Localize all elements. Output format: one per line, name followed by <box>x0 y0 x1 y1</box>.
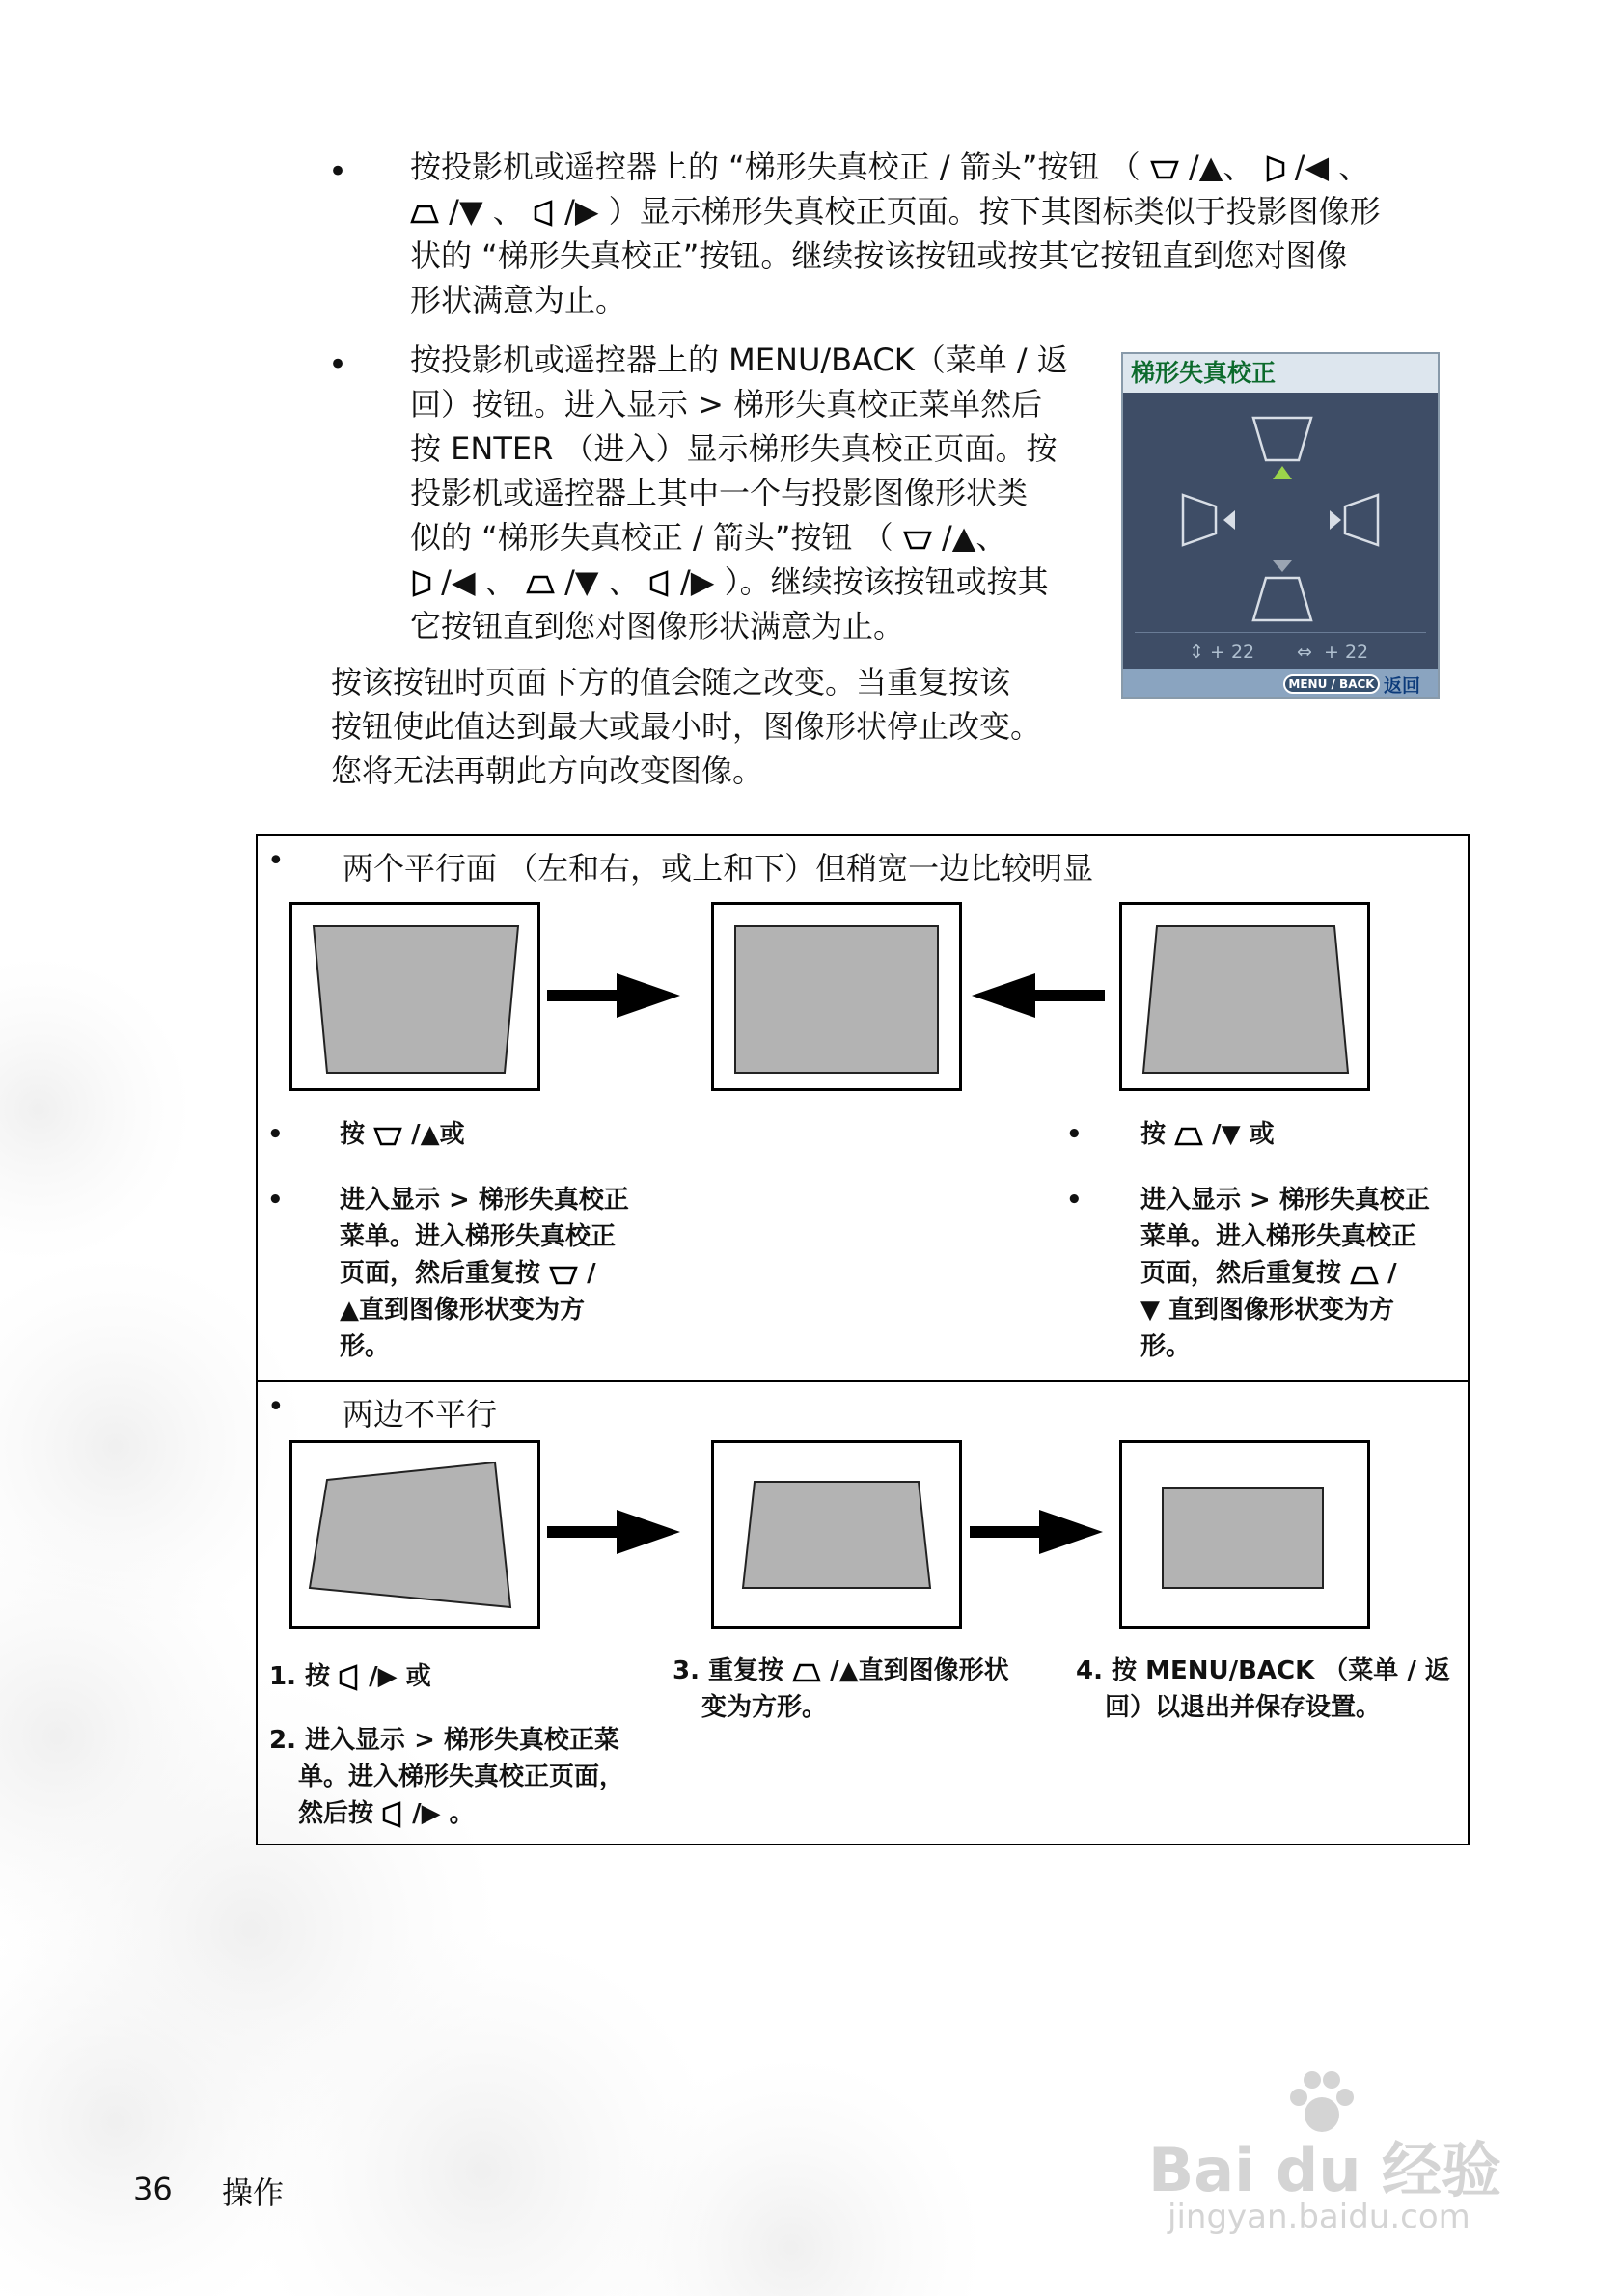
page-number: 36 <box>133 2171 173 2207</box>
box-1-right-press: 按 /▼ 或 <box>1140 1120 1275 1149</box>
footer-section: 操作 <box>222 2174 285 2211</box>
shape-final-square-frame <box>1119 1440 1370 1629</box>
keystone-right-icon <box>382 1801 403 1828</box>
keystone-right-icon <box>534 200 555 227</box>
osd-up-arrow-icon <box>1273 466 1292 479</box>
arrow-right-icon <box>970 1508 1105 1556</box>
osd-horizontal-value: + 22 <box>1324 642 1369 663</box>
shape-irregular-frame <box>289 1440 540 1629</box>
keystone-left-icon <box>410 570 431 597</box>
osd-vertical-icon: ⇕ <box>1189 642 1204 663</box>
bullet-dot: • <box>267 844 285 878</box>
shape-square-frame <box>711 902 962 1091</box>
osd-back-label: 返回 <box>1384 675 1421 697</box>
keystone-top-icon <box>903 529 932 550</box>
bullet-dot: • <box>328 345 348 384</box>
box-1-heading: 两个平行面 （左和右，或上和下）但稍宽一边比较明显 <box>343 850 1094 887</box>
osd-horizontal-icon: ⇔ <box>1297 642 1312 663</box>
osd-right-arrow-icon <box>1330 510 1341 530</box>
osd-menu-back-button[interactable]: MENU / BACK <box>1283 674 1380 694</box>
intro-bullet-1: 按投影机或遥控器上的 “梯形失真校正 / 箭头”按钮 （ /▲、 /◀ 、 /▼ 、 /▶ ）显示梯形失真校正页面。按下其图标类似于投影图像形 状的 “梯形失真校正”按钮。继续按该按钮或按其它按钮直到您对图像 形状满意为止。 <box>410 149 1381 318</box>
osd-keystone-diagram <box>1123 393 1438 634</box>
osd-down-arrow-icon <box>1273 560 1292 572</box>
step-4: 4. 按 MENU/BACK （菜单 / 返 回）以退出并保存设置。 <box>1076 1656 1450 1722</box>
shape-wide-bottom-frame <box>1119 902 1370 1091</box>
bullet-dot: • <box>1066 1186 1083 1215</box>
shape-trapezoid-frame <box>711 1440 962 1629</box>
keystone-bottom-icon <box>1174 1125 1203 1146</box>
arrow-right-icon <box>547 971 682 1020</box>
osd-bottom-shape <box>1253 578 1311 620</box>
box-2 <box>256 1380 1470 1845</box>
keystone-bottom-icon <box>792 1661 821 1682</box>
bullet-dot: • <box>267 1120 284 1149</box>
keystone-bottom-icon <box>410 203 439 224</box>
watermark-brand: Bai du 经验 <box>1148 2135 1502 2205</box>
keystone-top-icon <box>373 1125 402 1146</box>
osd-vertical-value: + 22 <box>1210 642 1255 663</box>
bullet-dot: • <box>267 1186 284 1215</box>
bullet-dot: • <box>1066 1120 1083 1149</box>
keystone-bottom-icon <box>526 573 555 594</box>
shape-wide-top-frame <box>289 902 540 1091</box>
keystone-left-icon <box>1264 155 1285 182</box>
bullet-dot: • <box>267 1390 285 1424</box>
osd-bottom-bar <box>1123 669 1438 697</box>
step-1: 1. 按 /▶ 或 <box>269 1662 431 1691</box>
box-1 <box>256 834 1470 1382</box>
keystone-osd-panel <box>1121 352 1440 699</box>
intro-1-line-a: 按投影机或遥控器上的 “梯形失真校正 / 箭头”按钮 （ <box>410 149 1140 185</box>
keystone-right-icon <box>339 1664 360 1691</box>
keystone-bottom-icon <box>1350 1264 1379 1285</box>
intro-bullet-2: 按投影机或遥控器上的 MENU/BACK（菜单 / 返 回）按钮。进入显示 > 梯形失真校正菜单然后 按 ENTER （进入）显示梯形失真校正页面。按 投影机或遥控器上其中一个与投影图像形状类 似的 “梯形失真校正 / 箭头”按钮 （ /▲、 /◀ 、 /▼ 、 /▶ ）。继续按该按钮或按其 它按钮直到您对图像形状满意为止。 <box>410 342 1068 644</box>
keystone-top-icon <box>1150 158 1179 179</box>
arrow-left-icon <box>970 971 1105 1020</box>
osd-left-arrow-icon <box>1223 510 1235 530</box>
keystone-right-icon <box>649 570 671 597</box>
osd-title: 梯形失真校正 <box>1123 354 1438 393</box>
osd-right-shape <box>1345 495 1378 545</box>
box-2-heading: 两边不平行 <box>343 1396 498 1433</box>
bullet-dot: • <box>328 152 348 191</box>
osd-left-shape <box>1183 495 1216 545</box>
keystone-top-icon <box>549 1264 578 1285</box>
baidu-watermark <box>1148 2064 1553 2238</box>
intro-note: 按该按钮时页面下方的值会随之改变。当重复按该 按钮使此值达到最大或最小时，图像形状停止改变。 您将无法再朝此方向改变图像。 <box>331 664 1042 789</box>
box-1-left-press: 按 /▲或 <box>340 1120 465 1149</box>
watermark-url: jingyan.baidu.com <box>1168 2198 1470 2236</box>
box-1-left-menu: 进入显示 > 梯形失真校正 菜单。进入梯形失真校正 页面，然后重复按 / ▲直到图像形状变为方 形。 <box>340 1186 629 1361</box>
step-2: 2. 进入显示 > 梯形失真校正菜 单。进入梯形失真校正页面， 然后按 /▶ 。 <box>269 1726 625 1828</box>
arrow-right-icon <box>547 1508 682 1556</box>
osd-top-shape <box>1253 418 1311 460</box>
step-3: 3. 重复按 /▲直到图像形状 变为方形。 <box>673 1656 1009 1722</box>
box-1-right-menu: 进入显示 > 梯形失真校正 菜单。进入梯形失真校正 页面，然后重复按 / ▼ 直到图像形状变为方 形。 <box>1140 1186 1430 1361</box>
